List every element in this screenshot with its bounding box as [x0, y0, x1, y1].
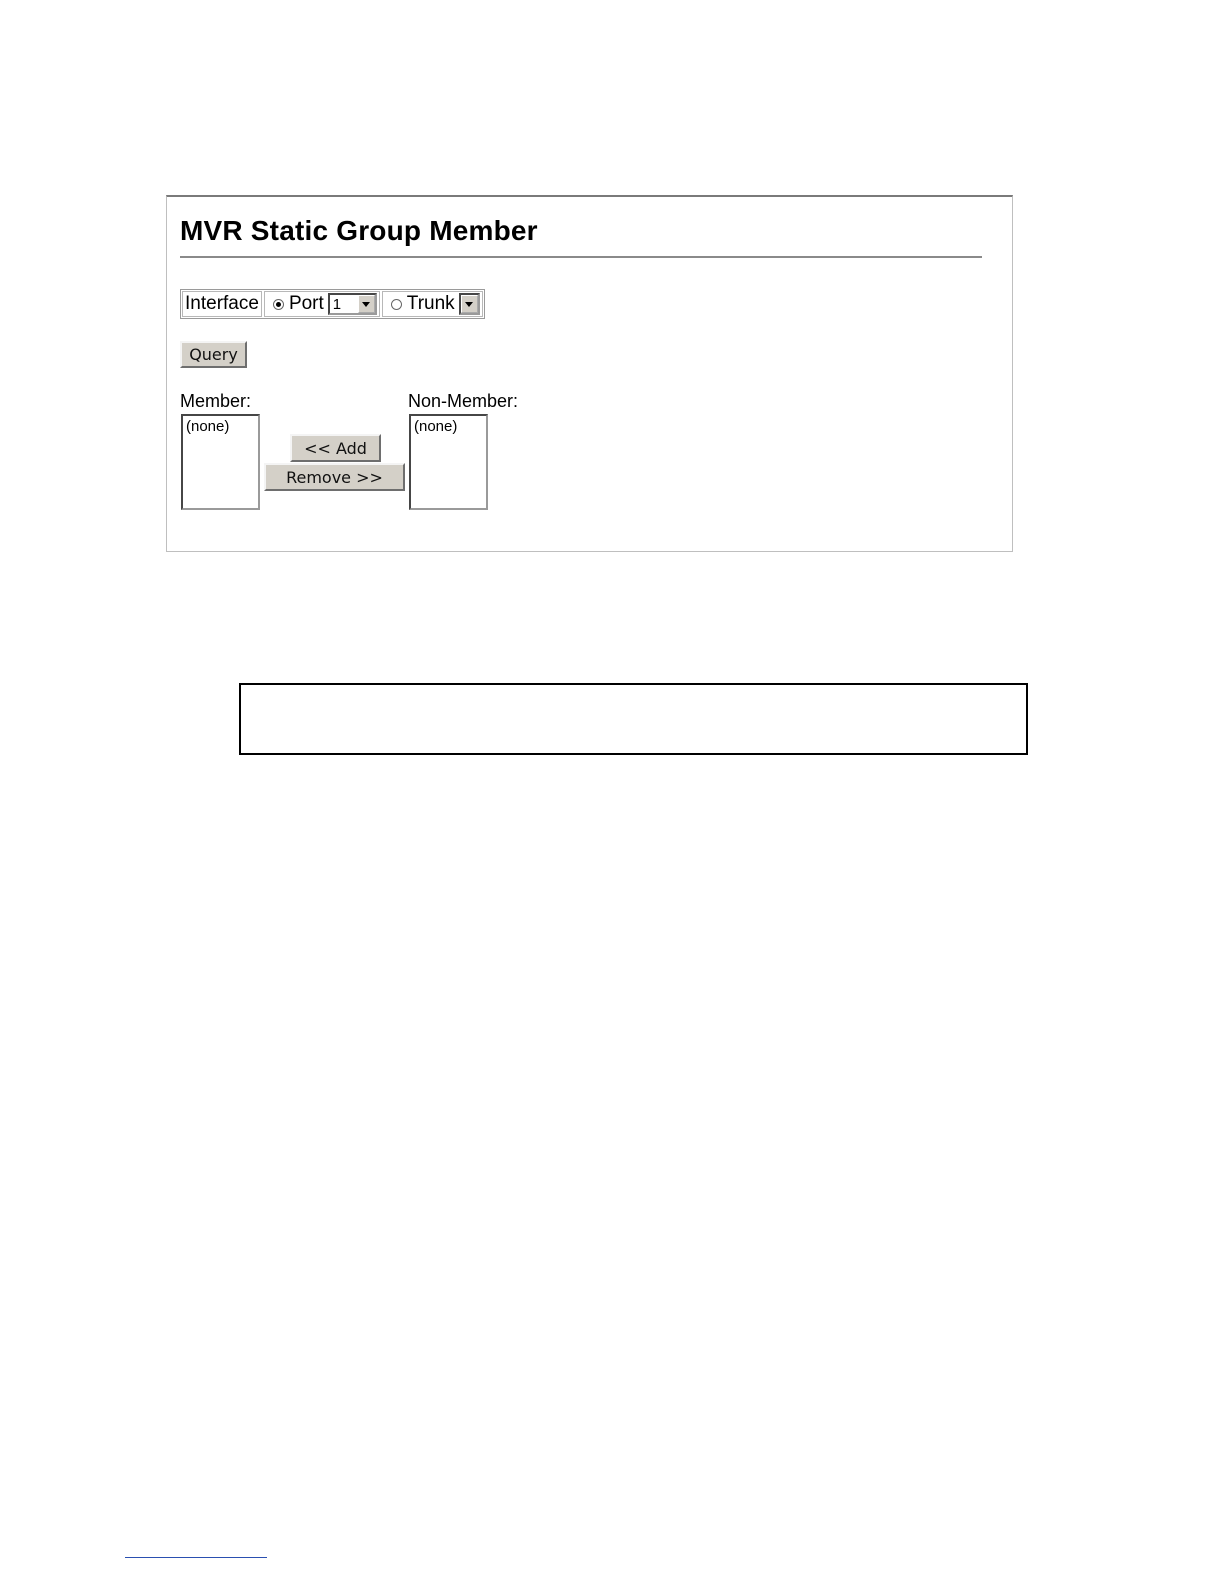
list-item[interactable]: (none): [186, 418, 230, 435]
chevron-down-icon[interactable]: [461, 295, 478, 313]
port-label: Port: [288, 293, 324, 314]
trunk-option[interactable]: [382, 291, 483, 317]
non-member-label: Non-Member:: [408, 391, 519, 411]
query-button[interactable]: Query: [180, 341, 247, 368]
port-option[interactable]: [264, 291, 380, 317]
interface-label: Interface: [182, 291, 262, 317]
chevron-down-icon[interactable]: [358, 295, 375, 313]
member-label: Member:: [180, 391, 252, 411]
port-radio[interactable]: [273, 299, 284, 310]
note-box: [239, 683, 1028, 755]
non-member-listbox[interactable]: [409, 414, 488, 510]
port-select[interactable]: [328, 293, 377, 315]
interface-selector: [180, 289, 485, 319]
mvr-static-group-member-panel: [166, 195, 1013, 552]
trunk-radio[interactable]: [391, 299, 402, 310]
list-item[interactable]: (none): [414, 418, 458, 435]
trunk-select[interactable]: [459, 293, 480, 315]
add-button[interactable]: << Add: [290, 434, 381, 462]
trunk-label: Trunk: [406, 293, 455, 314]
remove-button[interactable]: Remove >>: [264, 463, 405, 491]
page-title: MVR Static Group Member: [180, 215, 538, 246]
port-select-value: 1: [332, 295, 342, 313]
title-divider: [180, 256, 982, 258]
footnote-rule: [125, 1557, 267, 1558]
member-listbox[interactable]: [181, 414, 260, 510]
